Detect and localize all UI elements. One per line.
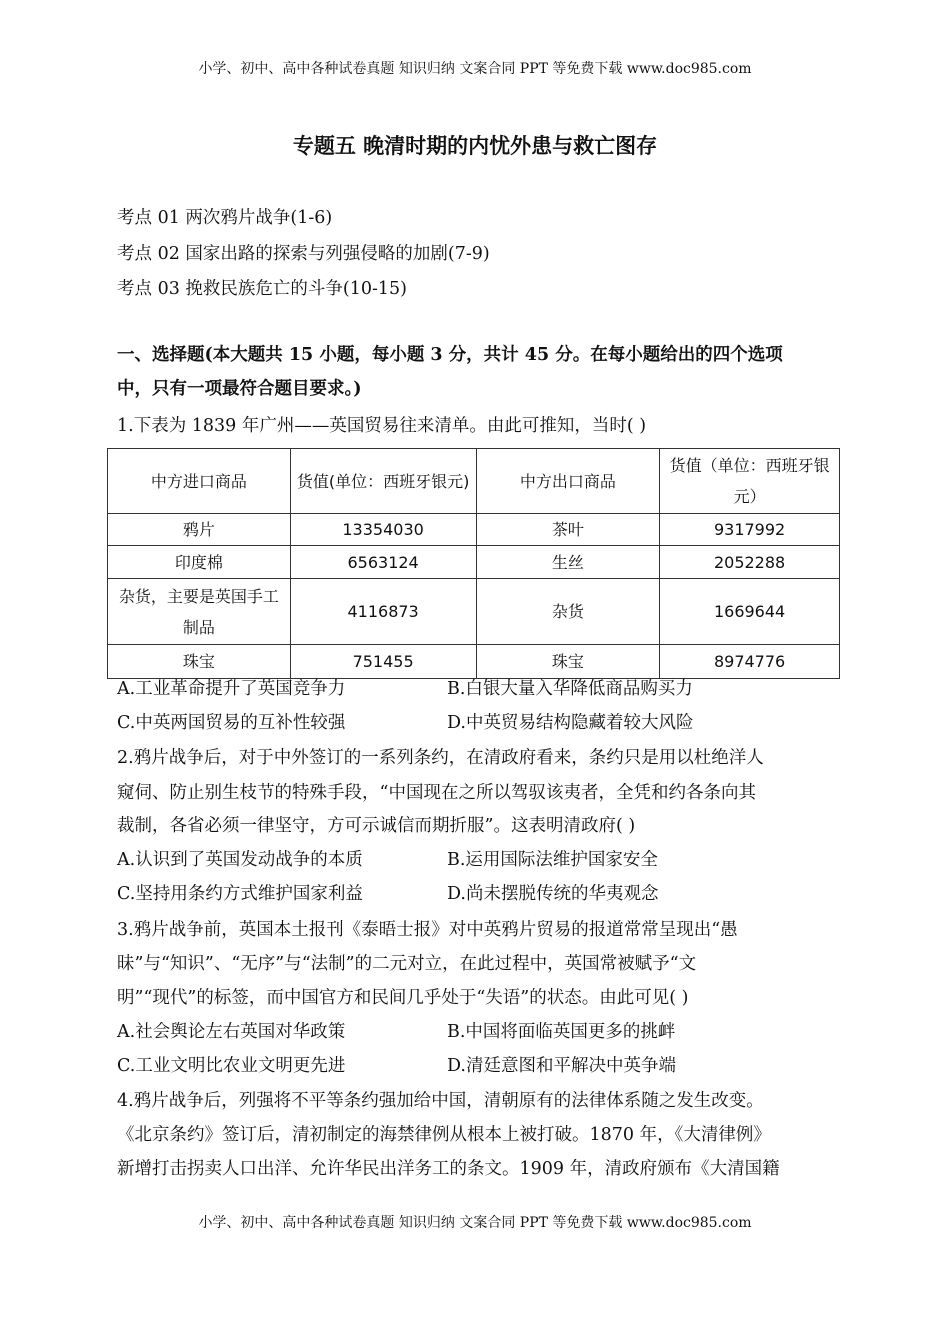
page-header: 小学、初中、高中各种试卷真题 知识归纳 文案合同 PPT 等免费下载 www.doc985.com <box>198 61 752 77</box>
table-row <box>108 546 840 579</box>
kaodian-2: 考点 02 国家出路的探索与列强侵略的加剧(7-9) <box>117 244 490 264</box>
q2-option-b: B.运用国际法维护国家安全 <box>447 850 658 870</box>
q3-option-c: C.工业文明比农业文明更先进 <box>117 1056 346 1076</box>
q3-option-a: A.社会舆论左右英国对华政策 <box>117 1022 346 1042</box>
table-cell: 8974776 <box>660 645 840 679</box>
table-cell: 9317992 <box>660 514 840 546</box>
table-row <box>108 645 840 679</box>
q3-stem: 明”“现代”的标签，而中国官方和民间几乎处于“失语”的状态。由此可见( ) <box>117 988 689 1008</box>
q2-option-a: A.认识到了英国发动战争的本质 <box>117 850 363 870</box>
table-row <box>108 579 840 645</box>
section-heading-cont: 中，只有一项最符合题目要求。) <box>117 379 362 399</box>
q4-stem: 《北京条约》签订后，清初制定的海禁律例从根本上被打破。1870 年，《大清律例》 <box>117 1125 771 1145</box>
q2-stem: 2.鸦片战争后，对于中外签订的一系列条约，在清政府看来，条约只是用以杜绝洋人 <box>117 748 764 768</box>
kaodian-3: 考点 03 挽救民族危亡的斗争(10-15) <box>117 279 407 299</box>
q3-stem: 昧”与“知识”、“无序”与“法制”的二元对立，在此过程中，英国常被赋予“文 <box>117 954 697 974</box>
table-cell: 13354030 <box>290 514 476 546</box>
table-cell: 杂货 <box>476 579 660 645</box>
page-title: 专题五 晚清时期的内忧外患与救亡图存 <box>292 134 658 158</box>
table-cell: 珠宝 <box>476 645 660 679</box>
table-cell: 4116873 <box>290 579 476 645</box>
q2-stem: 裁制，各省必须一律坚守，方可示诚信而期折服”。这表明清政府( ) <box>117 816 636 836</box>
q1-option-a: A.工业革命提升了英国竞争力 <box>117 679 346 699</box>
q1-stem: 1.下表为 1839 年广州——英国贸易往来清单。由此可推知，当时( ) <box>117 416 647 436</box>
table-cell: 6563124 <box>290 546 476 579</box>
q2-option-c: C.坚持用条约方式维护国家利益 <box>117 884 363 904</box>
table-row <box>108 514 840 546</box>
section-heading: 一、选择题(本大题共 15 小题，每小题 3 分，共计 45 分。在每小题给出的四个选项 <box>117 345 783 365</box>
q1-option-d: D.中英贸易结构隐藏着较大风险 <box>447 713 694 733</box>
table-header-row <box>108 449 840 514</box>
q2-stem: 窥伺、防止别生枝节的特殊手段，“中国现在之所以驾驭该夷者，全凭和约各条向其 <box>117 783 756 803</box>
table-cell: 印度棉 <box>108 546 291 579</box>
q3-stem: 3.鸦片战争前，英国本土报刊《泰晤士报》对中英鸦片贸易的报道常常呈现出“愚 <box>117 920 738 940</box>
table-cell: 751455 <box>290 645 476 679</box>
table-cell: 鸦片 <box>108 514 291 546</box>
q3-option-b: B.中国将面临英国更多的挑衅 <box>447 1022 676 1042</box>
q4-stem: 新增打击拐卖人口出洋、允许华民出洋务工的条文。1909 年，清政府颁布《大清国籍 <box>117 1159 780 1179</box>
q4-stem: 4.鸦片战争后，列强将不平等条约强加给中国，清朝原有的法律体系随之发生改变。 <box>117 1091 764 1111</box>
trade-table <box>107 448 840 679</box>
q3-option-d: D.清廷意图和平解决中英争端 <box>447 1056 676 1076</box>
table-cell: 茶叶 <box>476 514 660 546</box>
table-cell: 1669644 <box>660 579 840 645</box>
table-cell: 杂货，主要是英国手工制品 <box>108 579 291 645</box>
q1-option-b: B.白银大量入华降低商品购买力 <box>447 679 693 699</box>
table-header: 货值(单位：西班牙银元) <box>290 449 476 514</box>
table-cell: 2052288 <box>660 546 840 579</box>
page-footer: 小学、初中、高中各种试卷真题 知识归纳 文案合同 PPT 等免费下载 www.doc985.com <box>198 1215 752 1231</box>
kaodian-1: 考点 01 两次鸦片战争(1-6) <box>117 208 333 228</box>
table-cell: 珠宝 <box>108 645 291 679</box>
table-cell: 生丝 <box>476 546 660 579</box>
table-header: 中方出口商品 <box>476 449 660 514</box>
table-header: 中方进口商品 <box>108 449 291 514</box>
table-header: 货值（单位：西班牙银元） <box>660 449 840 514</box>
q2-option-d: D.尚未摆脱传统的华夷观念 <box>447 884 659 904</box>
q1-option-c: C.中英两国贸易的互补性较强 <box>117 713 346 733</box>
